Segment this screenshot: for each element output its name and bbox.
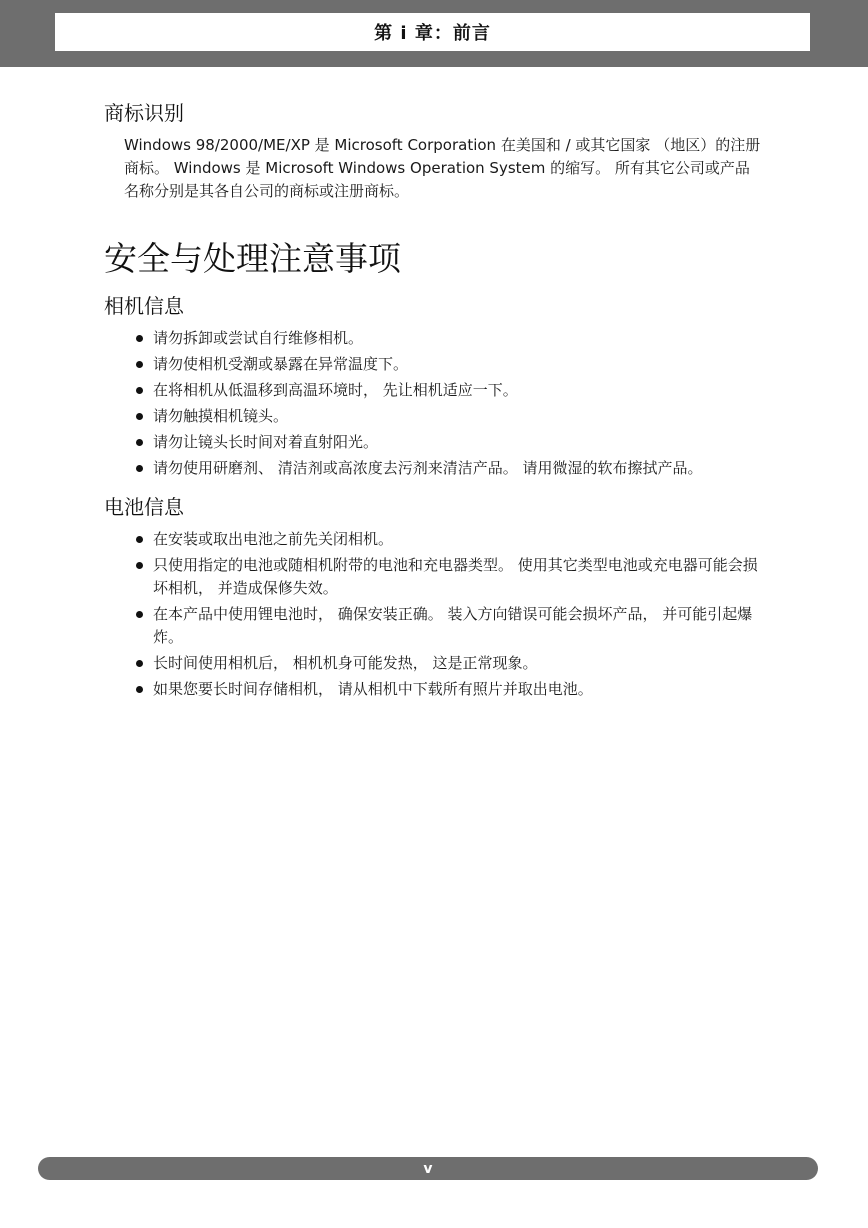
- bullet-icon: [136, 562, 143, 569]
- battery-info-list: [104, 528, 764, 701]
- trademark-text: Windows 98/2000/ME/XP 是 Microsoft Corporation 在美国和 / 或其它国家 （地区）的注册商标。 Windows 是 Microsoft Windows Operation System 的缩写。 所有其它公司或产品名称分别是其各自公司的商标或注册商标。: [124, 136, 761, 200]
- list-item: [134, 405, 764, 428]
- list-item-text: 只使用指定的电池或随相机附带的电池和充电器类型。 使用其它类型电池或充电器可能会损坏相机， 并造成保修失效。: [153, 556, 758, 597]
- list-item-text: 在安装或取出电池之前先关闭相机。: [153, 530, 394, 548]
- bullet-icon: [136, 660, 143, 667]
- battery-info-heading: 电池信息: [104, 495, 184, 519]
- trademark-heading: 商标识别: [104, 101, 184, 125]
- camera-info-list: [104, 327, 764, 480]
- list-item-text: 在本产品中使用锂电池时， 确保安装正确。 装入方向错误可能会损坏产品， 并可能引起爆炸。: [153, 605, 753, 646]
- list-item: [134, 528, 764, 551]
- list-item: [134, 327, 764, 350]
- list-item: [134, 554, 764, 600]
- list-item-text: 请勿触摸相机镜头。: [153, 407, 289, 425]
- list-item: [134, 431, 764, 454]
- page-number: v: [423, 1160, 433, 1177]
- bullet-icon: [136, 361, 143, 368]
- bullet-icon: [136, 413, 143, 420]
- list-item-text: 如果您要长时间存储相机， 请从相机中下载所有照片并取出电池。: [153, 680, 593, 698]
- bullet-icon: [136, 465, 143, 472]
- footer-bar: [38, 1157, 818, 1180]
- bullet-icon: [136, 686, 143, 693]
- chapter-title: 第 i 章：前言: [374, 23, 491, 44]
- list-item: [134, 353, 764, 376]
- list-item: [134, 379, 764, 402]
- list-item-text: 请勿使相机受潮或暴露在异常温度下。: [153, 355, 409, 373]
- safety-heading: 安全与处理注意事项: [104, 239, 401, 278]
- list-item-text: 请勿让镜头长时间对着直射阳光。: [153, 433, 379, 451]
- bullet-icon: [136, 387, 143, 394]
- bullet-icon: [136, 335, 143, 342]
- list-item-text: 长时间使用相机后， 相机机身可能发热， 这是正常现象。: [153, 654, 538, 672]
- list-item: [134, 652, 764, 675]
- list-item-text: 请勿使用研磨剂、 清洁剂或高浓度去污剂来清洁产品。 请用微湿的软布擦拭产品。: [153, 459, 703, 477]
- bullet-icon: [136, 439, 143, 446]
- list-item-text: 请勿拆卸或尝试自行维修相机。: [153, 329, 364, 347]
- list-item: [134, 678, 764, 701]
- bullet-icon: [136, 611, 143, 618]
- bullet-icon: [136, 536, 143, 543]
- list-item: [134, 457, 764, 480]
- header-band: [0, 0, 868, 67]
- header-box: [55, 13, 810, 51]
- list-item-text: 在将相机从低温移到高温环境时， 先让相机适应一下。: [153, 381, 518, 399]
- list-item: [134, 603, 764, 649]
- page-content: [104, 98, 764, 704]
- camera-info-heading: 相机信息: [104, 294, 184, 318]
